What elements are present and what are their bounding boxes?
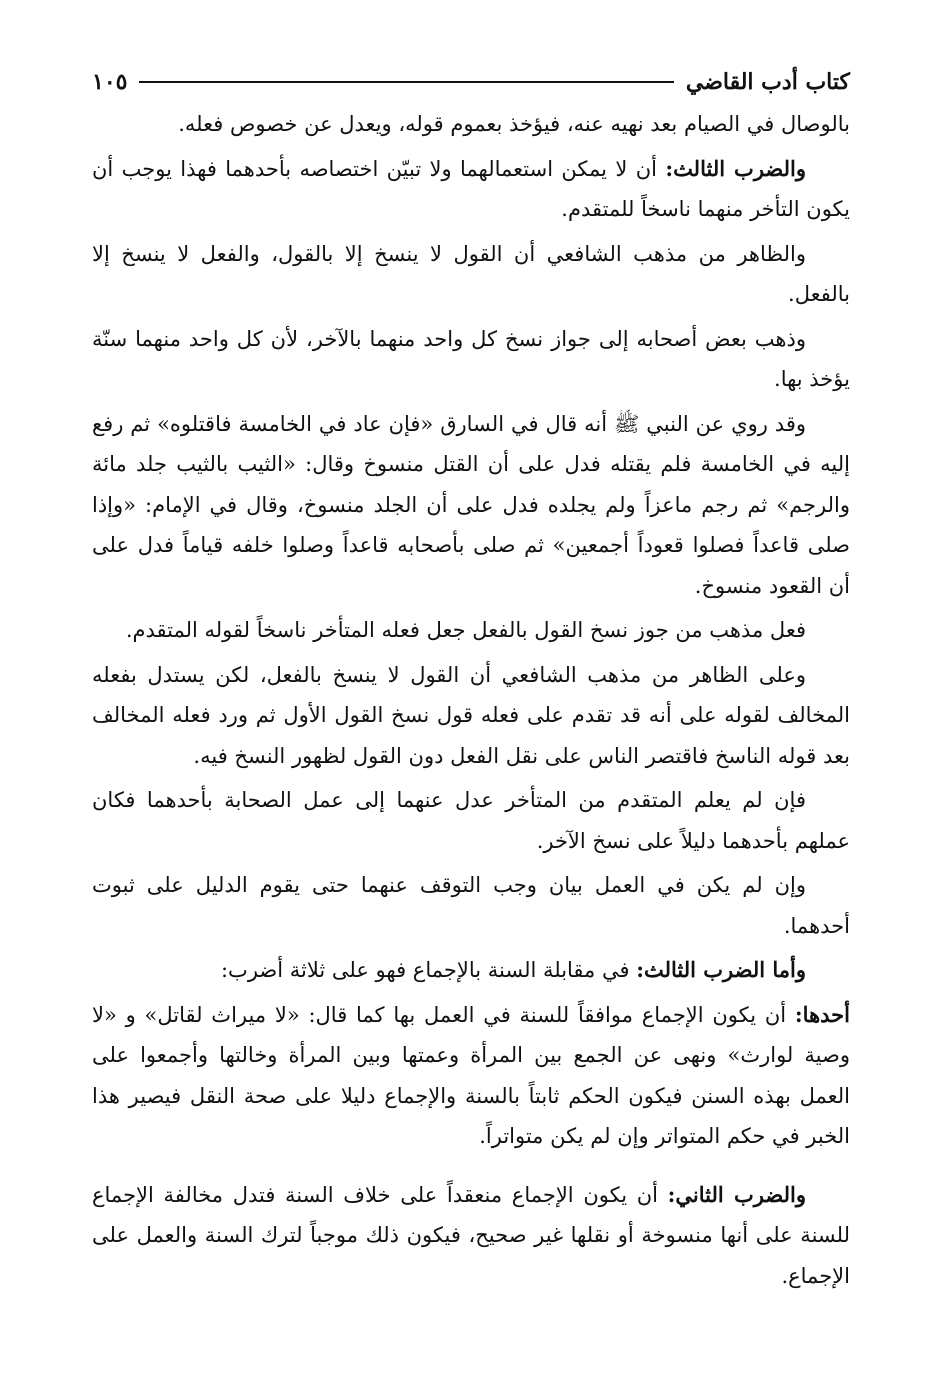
paragraph-1 — [92, 104, 850, 145]
paragraph-9 — [92, 865, 850, 946]
paragraph-4 — [92, 319, 850, 400]
paragraph-lead: أحدها: — [794, 1001, 850, 1027]
paragraph-text: في مقابلة السنة بالإجماع فهو على ثلاثة أضرب: — [220, 958, 637, 982]
paragraph-text: فعل مذهب من جوز نسخ القول بالفعل جعل فعله المتأخر ناسخاً لقوله المتقدم. — [125, 618, 806, 642]
paragraph-8 — [92, 780, 850, 861]
paragraph-2 — [92, 149, 850, 230]
paragraph-10 — [92, 950, 850, 991]
paragraph-11 — [92, 995, 850, 1157]
paragraph-6 — [92, 610, 850, 651]
header-rule — [139, 81, 673, 83]
paragraph-text: وذهب بعض أصحابه إلى جواز نسخ كل واحد منهما بالآخر، لأن كل واحد منهما سنّة يؤخذ بها. — [92, 326, 850, 391]
page-number: ١٠٥ — [92, 69, 128, 95]
document-page — [92, 62, 850, 1300]
paragraph-lead: والضرب الثاني: — [667, 1181, 806, 1207]
paragraph-text: أن لا يمكن استعمالهما ولا تبيّن اختصاصه بأحدهما فهذا يوجب أن يكون التأخر منهما ناسخاً للمتقدم. — [92, 156, 850, 221]
paragraph-text: وقد روي عن النبي ﷺ أنه قال في السارق «فإن عاد في الخامسة فاقتلوه» ثم رفع إليه في الخامسة فلم يقتله فدل على أن القتل منسوخ وقال: «الثيب بالثيب جلد مائة والرجم» ثم رجم ماعزاً ولم يجلده فدل على أن الجلد منسوخ، وقال في الإمام: «وإذا صلى قاعداً فصلوا قعوداً أجمعين» ثم صلى بأصحابه قاعداً وصلوا خلفه قياماً فدل على أن القعود منسوخ. — [92, 411, 850, 598]
paragraph-text: أن يكون الإجماع موافقاً للسنة في العمل بها كما قال: «لا ميراث لقاتل» و «لا وصية لوارث» ونهى عن الجمع بين المرأة وعمتها وبين المرأة وخالتها وأجمعوا على العمل بهذه السنن فيكون الحكم ثابتاً بالسنة والإجماع دليلا على صحة النقل فيصير هذا الخبر في حكم المتواتر وإن لم يكن متواتراً. — [92, 1002, 850, 1148]
paragraph-7 — [92, 655, 850, 777]
paragraph-text: وإن لم يكن في العمل بيان وجب التوقف عنهما حتى يقوم الدليل على ثبوت أحدهما. — [92, 873, 850, 938]
paragraph-3 — [92, 234, 850, 315]
paragraph-text: والظاهر من مذهب الشافعي أن القول لا ينسخ إلا بالقول، والفعل لا ينسخ إلا بالفعل. — [92, 241, 850, 306]
paragraph-5 — [92, 404, 850, 607]
paragraph-text: فإن لم يعلم المتقدم من المتأخر عدل عنهما إلى عمل الصحابة بأحدهما فكان عملهم بأحدهما دليلاً على نسخ الآخر. — [92, 788, 850, 853]
paragraph-lead: وأما الضرب الثالث: — [636, 957, 806, 982]
paragraph-text: وعلى الظاهر من مذهب الشافعي أن القول لا ينسخ بالفعل، لكن يستدل بفعله المخالف لقوله على أنه قد تقدم على فعله قول نسخ القول الأول ثم ورد فعله المخالف بعد قوله الناسخ فاقتصر الناس على نقل الفعل دون القول لظهور النسخ فيه. — [92, 662, 850, 768]
paragraph-text: أن يكون الإجماع منعقداً على خلاف السنة فتدل مخالفة الإجماع للسنة على أنها منسوخة أو نقلها غير صحيح، فيكون ذلك موجباً لترك السنة والعمل على الإجماع. — [92, 1182, 850, 1288]
paragraph-12 — [92, 1175, 850, 1297]
paragraph-lead: والضرب الثالث: — [665, 155, 806, 181]
paragraph-text: بالوصال في الصيام بعد نهيه عنه، فيؤخذ بعموم قوله، ويعدل عن خصوص فعله. — [178, 112, 850, 136]
page-header — [92, 62, 850, 102]
book-title: كتاب أدب القاضي — [685, 69, 850, 95]
